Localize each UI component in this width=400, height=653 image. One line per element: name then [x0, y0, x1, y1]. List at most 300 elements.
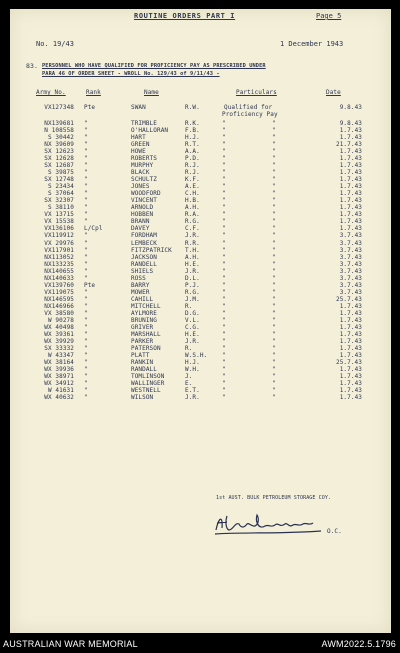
row-initials: C.F. [185, 225, 200, 233]
row-date: 1.7.43 [339, 127, 362, 135]
table-row [10, 268, 391, 275]
row-pay: " [272, 260, 276, 268]
row-rank: " [84, 344, 88, 352]
row-particulars: " [222, 316, 226, 324]
row-name: GREEN [131, 141, 150, 149]
row-name: JACKSON [131, 253, 157, 261]
row-date: 1.7.43 [339, 190, 362, 198]
row-date: 1.7.43 [339, 351, 362, 359]
row-initials: R.G. [185, 288, 200, 296]
row-date: 1.7.43 [339, 183, 362, 191]
column-header-name: Name [144, 89, 159, 96]
row-date: 25.7.43 [336, 359, 362, 367]
row-army-no: NX140655 [44, 267, 74, 275]
table-row [10, 240, 391, 247]
row-army-no: SX 12623 [44, 148, 74, 156]
row-army-no: NX139681 [44, 120, 74, 127]
row-pay: " [272, 169, 276, 177]
row-pay: " [272, 387, 276, 395]
row-date: 3.7.43 [339, 239, 362, 247]
row-rank: " [84, 274, 88, 282]
first-row-particulars-line1: Qualified for [224, 104, 273, 111]
row-initials: C.H. [185, 190, 200, 198]
row-rank: L/Cpl [84, 225, 103, 233]
row-particulars: " [222, 337, 226, 345]
table-row [10, 247, 391, 254]
table-row [10, 303, 391, 310]
row-initials: H.J. [185, 134, 200, 142]
row-name: AYLMORE [131, 309, 157, 317]
row-particulars: " [222, 274, 226, 282]
row-initials: R. [185, 302, 193, 310]
row-date: 3.7.43 [339, 281, 362, 289]
row-name: ROBERTS [131, 155, 157, 163]
row-army-no: VX 29976 [44, 239, 74, 247]
caption-source: AUSTRALIAN WAR MEMORIAL [3, 639, 138, 649]
row-rank: " [84, 176, 88, 184]
row-army-no: WX 38164 [44, 359, 74, 367]
row-rank: " [84, 380, 88, 388]
row-rank: " [84, 253, 88, 261]
row-pay: " [272, 232, 276, 240]
row-army-no: S 30442 [48, 134, 74, 142]
row-date: 1.7.43 [339, 323, 362, 331]
row-initials: E. [185, 380, 193, 388]
row-name: FITZPATRICK [131, 246, 172, 254]
row-army-no: WX 38971 [44, 373, 74, 381]
row-initials: F.B. [185, 127, 200, 135]
row-name: BLACK [131, 169, 150, 177]
row-army-no: VX 13715 [44, 211, 74, 219]
table-row [10, 387, 391, 394]
row-date: 1.7.43 [339, 155, 362, 163]
row-rank: " [84, 387, 88, 395]
row-initials: D.L. [185, 274, 200, 282]
order-number: No. 19/43 [36, 40, 74, 48]
row-initials: W.H. [185, 366, 200, 374]
row-date: 1.7.43 [339, 337, 362, 345]
row-name: O'HALLORAN [131, 127, 169, 135]
row-name: HOWE [131, 148, 146, 156]
table-row [10, 141, 391, 148]
row-name: PARKER [131, 337, 154, 345]
row-date: 1.7.43 [339, 211, 362, 219]
row-rank: " [84, 394, 88, 402]
row-name: BRANN [131, 218, 150, 226]
row-rank: " [84, 134, 88, 142]
row-rank: " [84, 373, 88, 381]
row-pay: " [272, 337, 276, 345]
row-initials: H.E. [185, 260, 200, 268]
row-name: VINCENT [131, 197, 157, 205]
row-initials: D.G. [185, 309, 200, 317]
row-pay: " [272, 211, 276, 219]
row-date: 3.7.43 [339, 274, 362, 282]
row-rank: " [84, 359, 88, 367]
row-army-no: S 37064 [48, 190, 74, 198]
row-particulars: " [222, 162, 226, 170]
row-pay: " [272, 197, 276, 205]
row-particulars: " [222, 323, 226, 331]
row-name: PLATT [131, 351, 150, 359]
row-army-no: NX146966 [44, 302, 74, 310]
row-date: 1.7.43 [339, 218, 362, 226]
row-date: 3.7.43 [339, 288, 362, 296]
row-particulars: " [222, 281, 226, 289]
row-name: MOWER [131, 288, 150, 296]
row-pay: " [272, 246, 276, 254]
row-date: 3.7.43 [339, 232, 362, 240]
row-initials: H.E. [185, 330, 200, 338]
row-pay: " [272, 225, 276, 233]
row-name: CAHILL [131, 295, 154, 303]
row-particulars: " [222, 239, 226, 247]
row-particulars: " [222, 197, 226, 205]
row-initials: R.G. [185, 218, 200, 226]
row-initials: P.D. [185, 155, 200, 163]
row-army-no: VX 15538 [44, 218, 74, 226]
row-army-no: S 38110 [48, 204, 74, 212]
row-rank: " [84, 246, 88, 254]
row-rank: " [84, 330, 88, 338]
signature [213, 512, 353, 542]
row-date: 21.7.43 [336, 141, 362, 149]
first-row-particulars-line2: Proficiency Pay [222, 111, 278, 118]
row-army-no: VX117901 [44, 246, 74, 254]
table-row [10, 120, 391, 127]
row-army-no: VX139760 [44, 281, 74, 289]
row-initials: H.J. [185, 359, 200, 367]
row-name: SCHULTZ [131, 176, 157, 184]
row-rank: " [84, 302, 88, 310]
row-date: 3.7.43 [339, 267, 362, 275]
row-name: RANKIN [131, 359, 154, 367]
row-army-no: WX 39936 [44, 366, 74, 374]
row-particulars: " [222, 380, 226, 388]
table-row [10, 197, 391, 204]
row-rank: " [84, 218, 88, 226]
row-rank: " [84, 127, 88, 135]
row-pay: " [272, 176, 276, 184]
table-row [10, 289, 391, 296]
row-rank: " [84, 162, 88, 170]
row-particulars: " [222, 309, 226, 317]
row-army-no: VX 38580 [44, 309, 74, 317]
row-initials: A.H. [185, 204, 200, 212]
row-pay: " [272, 316, 276, 324]
row-initials: H.B. [185, 197, 200, 205]
row-name: RANDALL [131, 366, 157, 374]
row-initials: R.K. [185, 120, 200, 127]
document-title: ROUTINE ORDERS PART I [134, 12, 236, 20]
row-particulars: " [222, 148, 226, 156]
row-pay: " [272, 295, 276, 303]
table-row [10, 254, 391, 261]
row-name: WALLINGER [131, 380, 165, 388]
row-particulars: " [222, 288, 226, 296]
first-row-name: SWAN [131, 104, 146, 111]
row-rank: " [84, 148, 88, 156]
unit-name: 1st AUST. BULK PETROLEUM STORAGE COY. [216, 495, 332, 501]
row-pay: " [272, 281, 276, 289]
row-army-no: W 43347 [48, 351, 74, 359]
row-initials: V.L. [185, 316, 200, 324]
row-date: 9.8.43 [339, 120, 362, 127]
row-pay: " [272, 120, 276, 127]
row-army-no: NX133235 [44, 260, 74, 268]
row-initials: W.S.H. [185, 351, 208, 359]
row-date: 3.7.43 [339, 246, 362, 254]
row-initials: A.A. [185, 148, 200, 156]
row-army-no: SX 12748 [44, 176, 74, 184]
row-initials: E.T. [185, 387, 200, 395]
row-name: SHIELS [131, 267, 154, 275]
row-name: RANDELL [131, 260, 157, 268]
row-particulars: " [222, 232, 226, 240]
row-name: MARSHALL [131, 330, 161, 338]
signature-suffix: O.C. [327, 528, 342, 535]
row-initials: J.R. [185, 337, 200, 345]
order-date: 1 December 1943 [280, 40, 344, 48]
row-rank: " [84, 169, 88, 177]
row-pay: " [272, 373, 276, 381]
table-row [10, 310, 391, 317]
row-particulars: " [222, 302, 226, 310]
row-particulars: " [222, 120, 226, 127]
row-particulars: " [222, 295, 226, 303]
table-row [10, 261, 391, 268]
row-army-no: NX146595 [44, 295, 74, 303]
table-row [10, 169, 391, 176]
row-rank: " [84, 197, 88, 205]
row-date: 1.7.43 [339, 197, 362, 205]
table-row [10, 345, 391, 352]
row-initials: R.R. [185, 239, 200, 247]
row-pay: " [272, 366, 276, 374]
row-pay: " [272, 330, 276, 338]
row-particulars: " [222, 211, 226, 219]
row-army-no: SX 12628 [44, 155, 74, 163]
table-row [10, 331, 391, 338]
row-date: 1.7.43 [339, 225, 362, 233]
first-row-rank: Pte [84, 104, 96, 111]
row-rank: " [84, 316, 88, 324]
row-army-no: WX 40498 [44, 323, 74, 331]
row-army-no: VX119075 [44, 288, 74, 296]
row-army-no: N 108558 [44, 127, 74, 135]
table-row [10, 324, 391, 331]
row-pay: " [272, 288, 276, 296]
column-header-army-no: Army No. [36, 89, 66, 96]
table-row [10, 190, 391, 197]
row-particulars: " [222, 260, 226, 268]
column-header-rank: Rank [86, 89, 101, 96]
row-army-no: NX140633 [44, 274, 74, 282]
row-pay: " [272, 162, 276, 170]
row-particulars: " [222, 366, 226, 374]
row-particulars: " [222, 218, 226, 226]
row-name: WOODFORD [131, 190, 161, 198]
row-particulars: " [222, 394, 226, 402]
table-row [10, 352, 391, 359]
row-date: 1.7.43 [339, 387, 362, 395]
row-rank: " [84, 288, 88, 296]
row-date: 1.7.43 [339, 309, 362, 317]
table-row [10, 394, 391, 401]
row-rank: " [84, 211, 88, 219]
row-date: 25.7.43 [336, 295, 362, 303]
row-rank: " [84, 366, 88, 374]
row-initials: R.J. [185, 169, 200, 177]
table-row [10, 373, 391, 380]
row-name: MURPHY [131, 162, 154, 170]
first-row-army-no: VX127348 [44, 104, 74, 111]
row-pay: " [272, 253, 276, 261]
row-particulars: " [222, 351, 226, 359]
row-name: WESTNELL [131, 387, 161, 395]
row-date: 1.7.43 [339, 169, 362, 177]
row-particulars: " [222, 141, 226, 149]
row-rank: " [84, 323, 88, 331]
section-number: 83. [26, 62, 39, 70]
row-particulars: " [222, 190, 226, 198]
table-row [10, 366, 391, 373]
row-rank: " [84, 239, 88, 247]
first-row-initials: R.W. [185, 104, 200, 111]
row-date: 1.7.43 [339, 316, 362, 324]
row-rank: " [84, 337, 88, 345]
row-rank: " [84, 232, 88, 240]
row-name: BRUNING [131, 316, 157, 324]
page-number: Page 5 [316, 12, 342, 20]
row-pay: " [272, 344, 276, 352]
row-name: JONES [131, 183, 150, 191]
table-row [10, 225, 391, 232]
row-name: BARRY [131, 281, 150, 289]
row-rank: " [84, 204, 88, 212]
row-rank: " [84, 309, 88, 317]
row-name: HART [131, 134, 146, 142]
row-date: 1.7.43 [339, 162, 362, 170]
row-name: HOBBEN [131, 211, 154, 219]
table-row [10, 282, 391, 289]
table-row [10, 134, 391, 141]
row-army-no: VX119912 [44, 232, 74, 240]
row-date: 1.7.43 [339, 344, 362, 352]
row-particulars: " [222, 183, 226, 191]
row-name: PATERSON [131, 344, 161, 352]
row-name: LEMBECK [131, 239, 157, 247]
row-initials: J. [185, 373, 193, 381]
row-army-no: WX 34912 [44, 380, 74, 388]
row-particulars: " [222, 359, 226, 367]
row-initials: K.F. [185, 176, 200, 184]
row-name: DAVEY [131, 225, 150, 233]
row-rank: " [84, 155, 88, 163]
row-name: ROSS [131, 274, 146, 282]
table-row [10, 359, 391, 366]
row-initials: J.R. [185, 394, 200, 402]
row-army-no: SX 33332 [44, 344, 74, 352]
row-initials: R. [185, 344, 193, 352]
row-name: MITCHELL [131, 302, 161, 310]
row-pay: " [272, 183, 276, 191]
row-rank: " [84, 190, 88, 198]
row-pay: " [272, 141, 276, 149]
row-date: 1.7.43 [339, 366, 362, 374]
row-date: 1.7.43 [339, 148, 362, 156]
row-army-no: SX 12687 [44, 162, 74, 170]
row-name: ARNOLD [131, 204, 154, 212]
row-initials: T.H. [185, 246, 200, 254]
row-particulars: " [222, 204, 226, 212]
row-particulars: " [222, 155, 226, 163]
table-row [10, 176, 391, 183]
row-rank: " [84, 120, 88, 127]
row-initials: R.A. [185, 211, 200, 219]
row-rank: " [84, 267, 88, 275]
table-row [10, 155, 391, 162]
row-particulars: " [222, 373, 226, 381]
row-rank: " [84, 183, 88, 191]
row-pay: " [272, 380, 276, 388]
row-initials: J.R. [185, 267, 200, 275]
row-pay: " [272, 218, 276, 226]
table-row [10, 380, 391, 387]
row-date: 3.7.43 [339, 253, 362, 261]
row-initials: R.J. [185, 162, 200, 170]
table-row [10, 232, 391, 239]
row-name: WILSON [131, 394, 154, 402]
row-initials: J.R. [185, 232, 200, 240]
row-initials: A.H. [185, 253, 200, 261]
row-name: GRIVER [131, 323, 154, 331]
row-name: FORDHAM [131, 232, 157, 240]
row-army-no: W 90278 [48, 316, 74, 324]
row-pay: " [272, 134, 276, 142]
row-rank: " [84, 351, 88, 359]
row-pay: " [272, 204, 276, 212]
table-row [10, 127, 391, 134]
caption-accession-number: AWM2022.5.1796 [321, 639, 396, 649]
row-pay: " [272, 323, 276, 331]
first-row-date: 9.8.43 [339, 104, 362, 111]
row-pay: " [272, 239, 276, 247]
row-particulars: " [222, 134, 226, 142]
table-row [10, 211, 391, 218]
row-rank: " [84, 295, 88, 303]
row-rank: Pte [84, 281, 96, 289]
row-name: TOMLINSON [131, 373, 165, 381]
table-row [10, 162, 391, 169]
row-date: 1.7.43 [339, 204, 362, 212]
row-name: TRIMBLE [131, 120, 157, 127]
column-header-date: Date [326, 89, 341, 96]
row-date: 1.7.43 [339, 302, 362, 310]
row-particulars: " [222, 267, 226, 275]
row-rank: " [84, 141, 88, 149]
row-army-no: NX113052 [44, 253, 74, 261]
row-army-no: S 39875 [48, 169, 74, 177]
row-army-no: S 23434 [48, 183, 74, 191]
row-army-no: SX 32307 [44, 197, 74, 205]
row-initials: J.M. [185, 295, 200, 303]
row-pay: " [272, 359, 276, 367]
row-pay: " [272, 309, 276, 317]
row-date: 1.7.43 [339, 176, 362, 184]
table-row [10, 183, 391, 190]
row-pay: " [272, 302, 276, 310]
